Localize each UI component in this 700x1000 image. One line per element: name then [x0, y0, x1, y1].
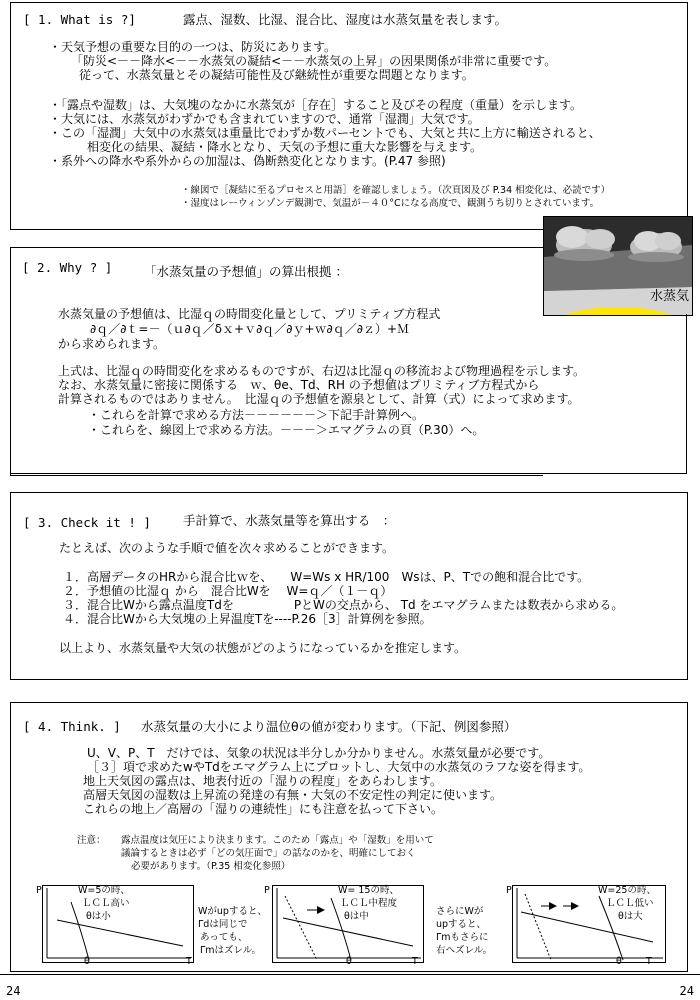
diagram-axis-t: T — [646, 956, 652, 967]
diagram-line: W= 15の時、 — [338, 885, 399, 896]
body-line: なお、水蒸気量に密接に関係する ｗ、θe、Td、RH の予想値はプリミティブ方程式から — [58, 378, 540, 392]
body-line: 高層天気図の湿数は上昇流の発達の有無・大気の不安定性の判定に使います。 — [83, 788, 503, 802]
section-label: [ 2. Why ? ] — [22, 260, 113, 275]
footer-rule — [0, 974, 700, 975]
body-line: ・これらを、線図上で求める方法。－－－＞エマグラムの頁（P.30）へ。 — [88, 423, 485, 437]
diagram-line: θは大 — [618, 911, 643, 922]
body-line: 水蒸気量の予想値は、比湿ｑの時間変化量として、プリミティブ方程式 — [58, 307, 441, 321]
body-line: 上式は、比湿ｑの時間変化を求めるものですが、右辺は比湿ｑの移流および物理過程を示します。 — [58, 364, 586, 378]
section-heading: 露点、湿数、比湿、混合比、湿度は水蒸気量を表します。 — [183, 12, 508, 27]
emagram-diagram-2 — [272, 885, 424, 963]
step-line: ３．混合比Wから露点温度Tdを PとWの交点から、 Td をエマグラムまたは数表から求める。 — [63, 598, 624, 612]
between-line: 右へズレル。 — [436, 945, 493, 956]
section-check-it — [10, 492, 688, 680]
diagram-axis-theta: θ — [346, 956, 352, 967]
note-line: 議論するときは必ず「どの気圧面で」の話なのかを、明確にしておく — [121, 848, 416, 859]
section-what-is — [10, 2, 688, 230]
between-line: さらにWが — [436, 906, 484, 917]
note-label: 注意： — [77, 835, 106, 846]
body-line: ・「露点や湿数」は、大気塊のなかに水蒸気が［存在］すること及びその程度（重量）を示します。 — [49, 98, 583, 112]
diagram-axis-t: T — [412, 956, 418, 967]
page-number-right: 24 — [679, 984, 694, 998]
diagram-axis-p: P — [36, 885, 42, 896]
diagram-line: ＬＣＬ中程度 — [340, 898, 398, 909]
section-why-content — [10, 247, 686, 474]
body-line: ・この「湿潤」大気中の水蒸気は重量比でわずか数パーセントでも、大気と共に上方に輸送されると、 — [49, 126, 601, 140]
body-line: ・天気予想の重要な目的の一つは、防災にあります。 — [49, 40, 337, 54]
between-line: あっても、 — [200, 932, 248, 943]
diagram-line: W=5の時、 — [78, 885, 130, 896]
step-line: １．高層データのHRから混合比ｗを、 W=Ws x HR/100 Wsは、P、Tでの飽和混合比です。 — [63, 570, 590, 584]
body-line: 相変化の結果、凝結・降水となり、天気の予想に重大な影響を与えます。 — [87, 140, 483, 154]
body-line: ・大気には、水蒸気がわずかでも含まれていますので、通常「湿潤」大気です。 — [49, 112, 480, 126]
section-heading: 「水蒸気量の予想値」の算出根拠 ： — [144, 264, 348, 279]
diagram-line: θは小 — [86, 911, 111, 922]
note-line: ・線図で［凝結に至るプロセスと用語］を確認しましょう。（次頁図及び P.34 相変化は、必読です） — [181, 185, 611, 196]
diagram-axis-theta: θ — [84, 956, 90, 967]
between-line: Γdは同じで — [198, 919, 248, 930]
step-line: ４．混合比Wから大気塊の上昇温度Tを----P.26［3］計算例を参照。 — [63, 612, 432, 626]
body-line: 計算されるものではありません。 比湿ｑの予想値を源泉として、計算（式）によって求めます。 — [58, 392, 580, 406]
page-number-left: 24 — [6, 984, 21, 998]
diagram-line: ＬＣＬ高い — [82, 898, 130, 909]
section-label: [ 3. Check it ! ] — [23, 515, 151, 530]
body-line: 従って、水蒸気量とその凝結可能性及び継続性が重要な問題となります。 — [79, 68, 474, 82]
body-line: ・これらを計算で求める方法－－－－－－＞下記手計算例へ。 — [88, 408, 425, 422]
diagram-axis-t: T — [186, 956, 192, 967]
conclusion-line: 以上より、水蒸気量や大気の状態がどのようになっているかを推定します。 — [59, 641, 467, 655]
note-line: 露点温度は気圧により決まります。このため「露点」や「湿数」を用いて — [121, 835, 434, 846]
between-line: Γmもさらに — [436, 932, 489, 943]
diagram-line: θは中 — [344, 911, 369, 922]
section-label: [ 1. What is ?] — [23, 12, 136, 27]
intro-line: たとえば、次のような手順で値を次々求めることができます。 — [59, 541, 395, 555]
illustration-label: 水蒸気 — [649, 289, 689, 304]
body-line: ・系外への降水や系外からの加湿は、偽断熱変化となります。(P.47 参照) — [49, 154, 446, 168]
body-line: 「防災<－－降水<－－水蒸気の凝結<－－水蒸気の上昇」の因果関係が非常に重要です。 — [71, 54, 557, 68]
body-line: から求められます。 — [58, 337, 166, 351]
emagram-diagram-3 — [512, 885, 666, 963]
diagram-line: W=25の時、 — [598, 885, 656, 896]
body-line: 地上天気図の露点は、地表付近の「湿りの程度」をあらわします。 — [83, 774, 443, 788]
section-heading: 手計算で、水蒸気量等を算出する ： — [183, 513, 396, 528]
step-line: ２．予想値の比湿ｑ から 混合比Wを W=ｑ／（１－ｑ） — [63, 584, 393, 598]
between-line: upすると、 — [436, 919, 487, 930]
diagram-axis-p: P — [264, 885, 270, 896]
diagram-line: ＬＣＬ低い — [606, 898, 654, 909]
body-line: U、V、P、T だけでは、気象の状況は半分しか分かりません。水蒸気量が必要です。 — [87, 746, 551, 760]
body-line: これらの地上／高層の「湿りの連続性」にも注意を払って下さい。 — [83, 802, 444, 816]
note-line: ・湿度はレーウィンゾンデ観測で、気温が－４０°Cになる高度で、観測うち切りとされています。 — [181, 198, 600, 209]
diagram-axis-theta: θ — [616, 956, 622, 967]
note-line: 必要があります。（P.35 相変化参照） — [131, 861, 291, 872]
section-label: [ 4. Think. ] — [23, 719, 121, 734]
between-line: Γmはズレル。 — [200, 945, 262, 956]
equation: ∂ｑ／∂ｔ=－（ｕ∂ｑ／δｘ+ｖ∂ｑ／∂ｙ+ｗ∂ｑ／∂ｚ）+Ｍ — [90, 322, 409, 336]
diagram-axis-p: P — [506, 885, 512, 896]
emagram-diagram-1 — [42, 885, 194, 963]
between-line: Wがupすると、 — [198, 906, 267, 917]
body-line: ［３］項で求めたwやTdをエマグラム上にプロットし、大気中の水蒸気のラフな姿を得ます。 — [87, 760, 591, 774]
section-heading: 水蒸気量の大小により温位θの値が変わります。（下記、例図参照） — [141, 719, 517, 734]
